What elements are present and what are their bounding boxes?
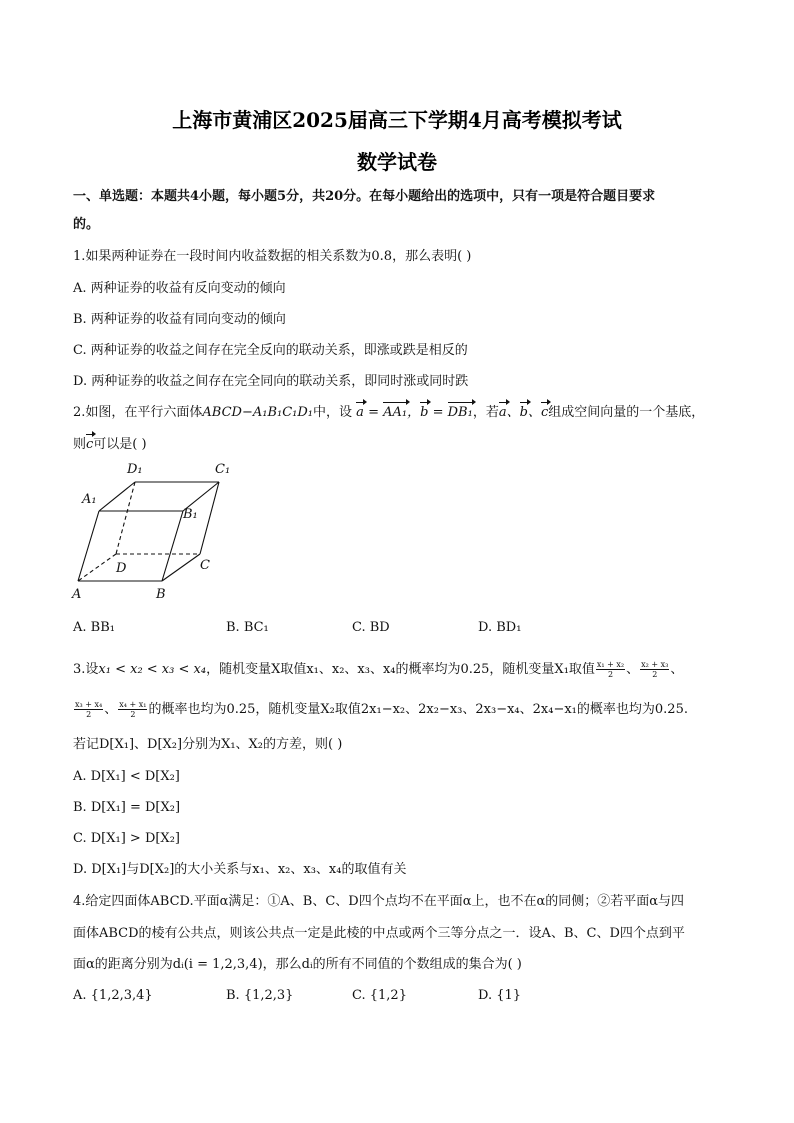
parallelepiped-figure <box>70 455 230 605</box>
q2-vec-a-def: a = AA₁，b = DB₁ <box>356 405 473 420</box>
q3-line2-text: 的概率也均为0.25，随机变量X₂取值2x₁−x₂、2x₂−x₃、2x₃−x₄、2x₄−x₁的概率也均为0.25. <box>148 702 688 717</box>
section-heading-cont: 的。 <box>73 217 100 232</box>
q2-option-d: D. BD₁ <box>478 620 522 635</box>
label-d1: D₁ <box>127 462 143 477</box>
label-c1: C₁ <box>215 462 230 477</box>
q2-stem-d: 组成空间向量的一个基底， <box>548 405 705 420</box>
label-d: D <box>116 561 127 576</box>
q1-option-a: A. 两种证券的收益有反向变动的倾向 <box>73 281 286 296</box>
q3-option-c: C. D[X₁] > D[X₂] <box>73 831 180 846</box>
q2-solid: ABCD−A₁B₁C₁D₁ <box>202 405 314 420</box>
q2-stem <box>73 404 723 422</box>
label-b1: B₁ <box>183 507 198 522</box>
q3-inequality: x₁ < x₂ < x₃ < x₄ <box>98 662 207 677</box>
label-b: B <box>156 587 166 602</box>
q2-stem-line2-a: 则 <box>73 437 87 452</box>
q4-option-d: D. {1} <box>478 988 522 1003</box>
q2-option-b: B. BC₁ <box>226 620 269 635</box>
q1-option-c: C. 两种证券的收益之间存在完全反向的联动关系，即涨或跌是相反的 <box>73 343 468 358</box>
q2-stem-line2: 则c可以是( ) <box>73 437 147 452</box>
q4-line1: 4.给定四面体ABCD.平面α满足：①A、B、C、D四个点均不在平面α上，也不在α的同侧；②若平面α与四 <box>73 894 685 909</box>
q4-option-b: B. {1,2,3} <box>226 988 294 1003</box>
q4-line2: 面体ABCD的棱有公共点，则该公共点一定是此棱的中点或两个三等分点之一．设A、B、C、D四个点到平 <box>73 926 685 941</box>
q2-basis-vectors: a、b、c <box>498 405 549 420</box>
q1-option-d: D. 两种证券的收益之间存在完全同向的联动关系，即同时涨或同时跌 <box>73 374 469 389</box>
section-heading: 一、单选题：本题共4小题，每小题5分，共20分。在每小题给出的选项中，只有一项是符合题目要求 <box>73 189 656 204</box>
exam-subtitle: 数学试卷 <box>357 150 437 174</box>
q2-stem-c: ，若 <box>472 405 499 420</box>
q2-stem-a: 2.如图，在平行六面体 <box>73 405 203 420</box>
q2-stem-line2-b: 可以是( ) <box>93 437 147 452</box>
q3-line2: $\frac{\text{x₃ + x₄}}{2}$ 、 $\frac{\text{x₄ + x₁}}{2}$ 的概率也均为0.25，随机变量X₂取值2x₁−x₂、2x₂−x₃、2x₃−x₄、2x₄−x₁的概率也均为0.25. <box>75 700 688 719</box>
q4-option-c: C. {1,2} <box>352 988 407 1003</box>
q1-stem: 1.如果两种证券在一段时间内收益数据的相关系数为0.8，那么表明( ) <box>73 249 472 264</box>
label-a: A <box>72 587 82 602</box>
q3-line1: 3.设x₁ < x₂ < x₃ < x₄，随机变量X取值x₁、x₂、x₃、x₄的概率均为0.25，随机变量X₁取值 $\frac{\text{x₁ + x₂}}{2}$ 、 $\frac{\text{x₂ + x₃}}{2}$ 、 <box>73 660 684 679</box>
exam-title: 上海市黄浦区2025届高三下学期4月高考模拟考试 <box>172 108 622 132</box>
q3-line1-b: ，随机变量X取值x₁、x₂、x₃、x₄的概率均为0.25，随机变量X₁取值 <box>206 662 595 677</box>
label-c: C <box>200 558 210 573</box>
q3-line1-a: 3.设 <box>73 662 99 677</box>
label-a1: A₁ <box>82 492 97 507</box>
q2-stem-b: 中，设 <box>313 405 353 420</box>
q1-option-b: B. 两种证券的收益有同向变动的倾向 <box>73 312 286 327</box>
q3-option-b: B. D[X₁] = D[X₂] <box>73 800 181 815</box>
q4-option-a: A. {1,2,3,4} <box>73 988 153 1003</box>
q3-line3: 若记D[X₁]、D[X₂]分别为X₁、X₂的方差，则( ) <box>73 737 343 752</box>
q4-line3: 面α的距离分别为dᵢ(i = 1,2,3,4)，那么dᵢ的所有不同值的个数组成的集合为( ) <box>73 957 522 972</box>
q3-option-d: D. D[X₁]与D[X₂]的大小关系与x₁、x₂、x₃、x₄的取值有关 <box>73 862 407 877</box>
q3-option-a: A. D[X₁] < D[X₂] <box>73 769 180 784</box>
q2-option-a: A. BB₁ <box>73 620 115 635</box>
q2-option-c: C. BD <box>352 620 390 635</box>
